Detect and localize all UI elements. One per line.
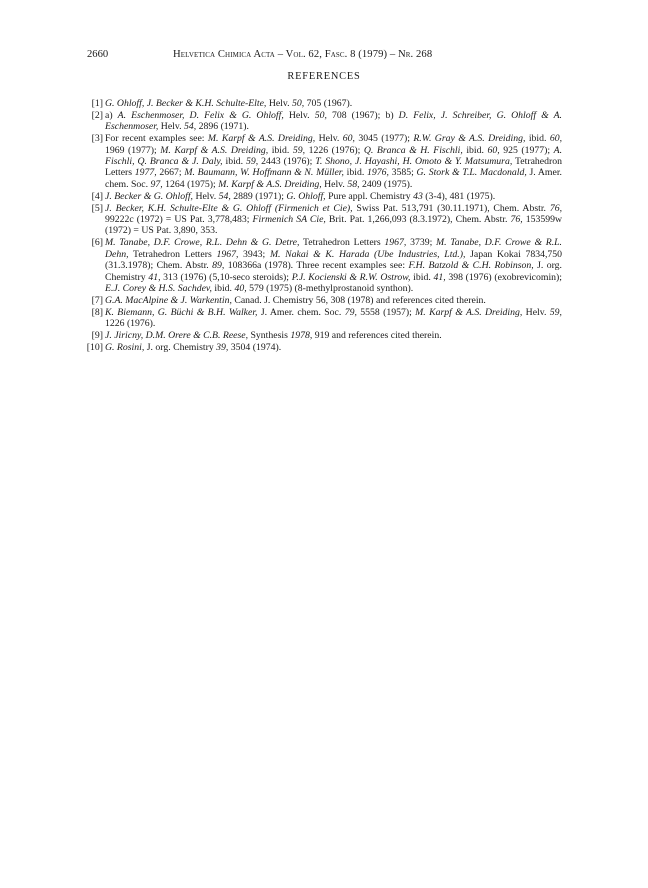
reference-text: 1264 (1975); [162,178,219,190]
reference-text: 153599w (1972) = US Pat. 3,890, 353. [105,214,563,237]
reference-text: Canad. J. Chemistry 56, 308 (1978) and references cited therein. [231,294,486,306]
reference-text: 1969 (1977); [105,144,161,156]
reference-text: ibid. [222,156,247,168]
reference-italic-text: 60, [549,133,563,145]
reference-text: Swiss Pat. 513,791 (30.11.1971), Chem. Abstr. [352,202,550,214]
reference-italic-text: F.H. Batzold & C.H. Robinson, [408,260,534,272]
reference-text: 313 (1976) (5,10-seco steroids); [160,271,292,283]
reference-italic-text: 54, [184,121,197,133]
reference-text: 3504 (1974). [228,342,282,354]
reference-text: 2409 (1975). [359,178,413,190]
reference-italic-text: 60, [487,144,500,156]
reference-item [87,98,562,109]
reference-text: ibid. [268,144,293,156]
reference-text: a) [105,109,118,121]
reference-number: [3] [91,133,103,145]
reference-item [87,237,562,294]
reference-item [87,191,562,202]
reference-italic-text: M. Karpf & A.S. Dreiding, [160,144,269,156]
reference-number: [7] [91,294,103,306]
reference-text: 5558 (1957); [356,306,416,318]
reference-text: Tetrahedron Letters [105,156,562,179]
reference-italic-text: Firmenich SA Cie, [252,214,326,226]
reference-italic-text: 1977, [134,167,157,179]
reference-text: Japan Kokai 7834,750 (31.3.1978); Chem. Abstr. [105,248,563,272]
reference-text: 2896 (1971). [196,121,249,133]
reference-italic-text: M. Tanabe, D.F. Crowe & R.L. Dehn, [105,237,562,260]
references-heading: REFERENCES [287,71,361,82]
reference-italic-text: M. Karpf & A.S. Dreiding, [218,178,322,190]
reference-text: 1226 (1976). [105,318,156,330]
reference-italic-text: A. Fischli, Q. Branca & J. Daly, [105,144,563,168]
reference-text: ibid. [343,167,367,179]
reference-text: ibid. [211,283,235,294]
reference-text: Helv. [266,98,293,109]
reference-italic-text: G. Rosini, [105,342,145,354]
reference-number: [10] [86,342,103,354]
reference-item [87,110,562,133]
journal-line: Helvetica Chimica Acta – Vol. 62, Fasc. 8 (1979) – Nr. 268 [173,49,433,60]
reference-italic-text: 1967, [384,237,407,249]
reference-text: 925 (1977); [499,144,554,156]
reference-italic-text: 76, [549,202,562,214]
reference-italic-text: 59, [246,156,259,168]
reference-number: [4] [91,190,103,202]
reference-italic-text: J. Jiricny, D.M. Orere & C.B. Reese, [105,330,249,342]
page-number: 2660 [87,49,109,60]
reference-text: 99222c (1972) = US Pat. 3,778,483; [105,214,253,226]
reference-text: 919 and references cited therein. [312,330,442,342]
reference-text: ibid. [525,133,550,145]
reference-italic-text: K. Biemann, G. Büchi & B.H. Walker, [105,306,258,318]
reference-italic-text: M. Tanabe, D.F. Crowe, R.L. Dehn & G. Detre, [105,237,300,249]
reference-text: 398 (1976) (exobrevicomin); [445,271,563,283]
reference-number: [2] [91,109,103,121]
reference-italic-text: J. Becker & G. Ohloff, [105,190,193,202]
reference-italic-text: 1976, [366,167,389,179]
reference-text: J. org. Chemistry [144,342,217,354]
reference-text: (3-4), 481 (1975). [422,190,496,202]
reference-number: [6] [91,237,103,249]
reference-italic-text: G.A. MacAlpine & J. Warkentin, [105,294,232,306]
reference-number: [9] [91,330,103,342]
reference-italic-text: 79, [344,306,357,318]
reference-text: 3739; [406,237,436,249]
reference-italic-text: 97, [150,178,163,190]
reference-text: 2443 (1976); [258,156,316,168]
reference-italic-text: 76, [510,214,523,226]
reference-text: Helv. [522,306,550,318]
reference-number: [1] [91,98,103,109]
reference-italic-text: D. Felix, J. Schreiber, G. Ohloff & A. Eschenmoser, [105,109,562,133]
reference-item [87,295,562,306]
reference-item [87,307,562,330]
reference-italic-text: M. Karpf & A.S. Dreiding, [207,133,316,145]
reference-text: 2667; [156,167,185,179]
reference-text: Tetrahedron Letters [128,248,217,260]
reference-italic-text: 1967, [216,248,239,260]
reference-italic-text: 41, [148,271,161,283]
reference-text: J. org. Chemistry [105,260,562,283]
reference-text: 3943; [238,248,270,260]
reference-number: [5] [91,202,103,214]
reference-italic-text: Q. Branca & H. Fischli, [363,144,463,156]
reference-list [87,98,562,354]
reference-italic-text: A. Eschenmoser, D. Felix & G. Ohloff, [117,109,284,121]
reference-italic-text: E.J. Corey & H.S. Sachdev, [105,283,212,294]
reference-item [87,342,562,353]
reference-italic-text: 50, [292,98,305,109]
reference-text: Helv. [321,178,348,190]
reference-text: 2889 (1971); [230,190,287,202]
reference-text: J. Amer. chem. Soc. [105,167,562,190]
reference-italic-text: 59, [549,306,562,318]
reference-italic-text: G. Ohloff, [286,190,326,202]
reference-text: 705 (1967). [304,98,353,109]
reference-italic-text: M. Nakai & K. Harada (Ube Industries, Ltd.), [269,248,466,260]
reference-text: 708 (1967); b) [326,109,399,121]
reference-text: Helv. [315,133,343,145]
reference-text: For recent examples see: [105,133,208,145]
reference-text: Brit. Pat. 1,266,093 (8.3.1972), Chem. Abstr. [325,214,511,226]
reference-italic-text: 43 [413,190,423,202]
reference-text: Helv. [283,109,315,121]
reference-text: ibid. [462,144,488,156]
reference-italic-text: 58, [347,178,360,190]
reference-text: Tetrahedron Letters [299,237,385,249]
reference-italic-text: P.J. Kocienski & R.W. Ostrow, [291,271,411,283]
reference-italic-text: 89, [212,260,225,272]
reference-text: J. Amer. chem. Soc. [257,306,345,318]
reference-italic-text: T. Shono, J. Hayashi, H. Omoto & Y. Matsumura, [315,156,513,168]
reference-italic-text: M. Karpf & A.S. Dreiding, [415,306,523,318]
reference-text: Helv. [158,121,184,133]
reference-italic-text: G. Ohloff, J. Becker & K.H. Schulte-Elte, [105,98,267,109]
reference-italic-text: 1978, [290,330,313,342]
reference-text: 579 (1975) (8-methylprostanoid synthon). [246,283,414,294]
reference-italic-text: 41, [433,271,446,283]
reference-text: 3585; [388,167,417,179]
reference-italic-text: 59, [292,144,306,156]
reference-italic-text: 60, [342,133,355,145]
reference-text: 3045 (1977); [354,133,414,145]
reference-italic-text: 40, [234,283,247,294]
reference-text: ibid. [410,271,434,283]
reference-italic-text: J. Becker, K.H. Schulte-Elte & G. Ohloff (Firmenich et Cie), [105,202,353,214]
reference-text: 108366a (1978). Three recent examples see: [224,260,409,272]
reference-italic-text: G. Stork & T.L. Macdonald, [416,167,527,179]
reference-italic-text: 54, [218,190,231,202]
reference-item [87,330,562,341]
reference-item [87,203,562,237]
reference-text: Helv. [193,190,219,202]
reference-number: [8] [91,306,103,318]
reference-text: Pure appl. Chemistry [325,190,414,202]
reference-italic-text: R.W. Gray & A.S. Dreiding, [413,133,526,145]
reference-text: Synthesis [248,330,291,342]
reference-italic-text: 39, [216,342,229,354]
reference-italic-text: M. Baumann, W. Hoffmann & N. Müller, [184,167,344,179]
reference-text: 1226 (1976); [305,144,364,156]
reference-italic-text: 50, [314,109,327,121]
reference-item [87,133,562,190]
